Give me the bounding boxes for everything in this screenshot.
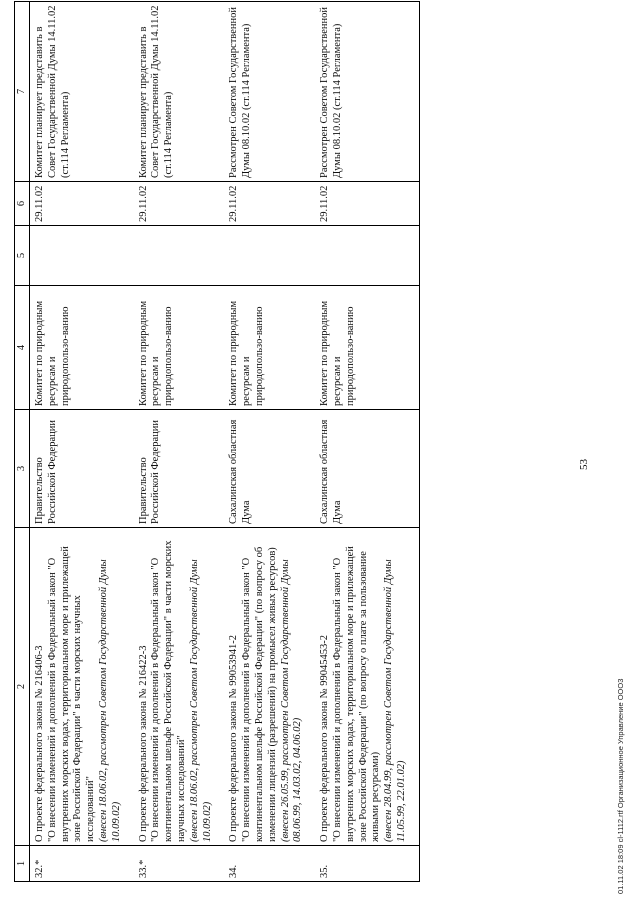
- table-row: [134, 2, 225, 882]
- row-number: 32.*: [30, 846, 134, 882]
- initiator-cell: Сахалинская областная Дума: [315, 410, 419, 528]
- committee-cell: Комитет по природным ресурсам и природопользо-ванию: [224, 286, 315, 410]
- column-header: 1: [15, 846, 30, 882]
- footer-text: 01.11.02 18:09 cl-1112.rtf Организационное Управление ООО3: [616, 678, 625, 894]
- initiator-cell: Правительство Российской Федерации: [30, 410, 134, 528]
- row-number: 34.: [224, 846, 315, 882]
- bill-note: (внесен 18.06.02, рассмотрен Советом Государственной Думы 10.09.02): [97, 559, 122, 842]
- bill-title: О проекте федерального закона № 216422-3: [137, 645, 149, 842]
- bill-title: О проекте федерального закона № 99053941-2: [228, 634, 240, 842]
- col5-cell: [224, 226, 315, 286]
- row-number: 33.*: [134, 846, 225, 882]
- bill-description: [224, 528, 315, 846]
- column-header: 6: [15, 182, 30, 226]
- bill-body: "О внесении изменений и дополнений в Федеральный закон "О континентальном шельфе Российской Федерации" (по вопросу об изменении лицензий (разрешений) на промысел живых ресурсов): [241, 546, 278, 842]
- column-header: 3: [15, 410, 30, 528]
- status-cell: Комитет планирует представить в Совет Государственной Думы 14.11.02 (ст.114 Регламента): [134, 2, 225, 182]
- status-cell: Рассмотрен Советом Государственной Думы 08.10.02 (ст.114 Регламента): [315, 2, 419, 182]
- date-cell: 29.11.02: [134, 182, 225, 226]
- col5-cell: [315, 226, 419, 286]
- column-header: 2: [15, 528, 30, 846]
- bill-note: (внесен 26.05.99, рассмотрен Советом Государственной Думы 08.06.99, 14.03.02, 04.06.02): [279, 559, 304, 842]
- bill-description: [134, 528, 225, 846]
- bill-note: (внесен 28.04.99, рассмотрен Советом Государственной Думы 11.05.99, 22.01.02): [383, 559, 407, 842]
- initiator-cell: Сахалинская областная Дума: [224, 410, 315, 528]
- status-cell: Комитет планирует представить в Совет Государственной Думы 14.11.02 (ст.114 Регламента): [30, 2, 134, 182]
- status-cell: Рассмотрен Советом Государственной Думы 08.10.02 (ст.114 Регламента): [224, 2, 315, 182]
- bill-body: "О внесении изменений и дополнений в Федеральный закон "О внутренних морских водах, территориальном море и прилежащей зоне Российской Федерации" (по вопросу о плате за пользование живыми ресурсами): [331, 546, 382, 842]
- page-number: 53: [578, 459, 590, 470]
- date-cell: 29.11.02: [315, 182, 419, 226]
- bill-description: [30, 528, 134, 846]
- initiator-cell: Правительство Российской Федерации: [134, 410, 225, 528]
- date-cell: 29.11.02: [224, 182, 315, 226]
- table-row: [30, 2, 134, 882]
- bill-description: [315, 528, 419, 846]
- bill-title: О проекте федерального закона № 99045453-2: [319, 634, 331, 842]
- committee-cell: Комитет по природным ресурсам и природопользо-ванию: [134, 286, 225, 410]
- committee-cell: Комитет по природным ресурсам и природопользо-ванию: [30, 286, 134, 410]
- table-row: [224, 2, 315, 882]
- column-header: 7: [15, 2, 30, 182]
- committee-cell: Комитет по природным ресурсам и природопользо-ванию: [315, 286, 419, 410]
- bill-body: "О внесении изменений и дополнений в Федеральный закон "О внутренних морских водах, территориальном море и прилежащей зоне Российской Федерации" в части морских научных исследований": [46, 546, 97, 842]
- col5-cell: [30, 226, 134, 286]
- bill-title: О проекте федерального закона № 216406-3: [34, 645, 45, 842]
- column-header: 4: [15, 286, 30, 410]
- date-cell: 29.11.02: [30, 182, 134, 226]
- bill-body: "О внесении изменений и дополнений в Федеральный закон "О континентальном шельфе Российской Федерации" в части морских научных исследований": [150, 540, 187, 842]
- table-row: [315, 2, 419, 882]
- col5-cell: [134, 226, 225, 286]
- row-number: 35.: [315, 846, 419, 882]
- bill-note: (внесен 18.06.02, рассмотрен Советом Государственной Думы 10.09.02): [188, 559, 213, 842]
- header-row: [15, 2, 30, 882]
- column-header: 5: [15, 226, 30, 286]
- legislation-table: [14, 1, 420, 882]
